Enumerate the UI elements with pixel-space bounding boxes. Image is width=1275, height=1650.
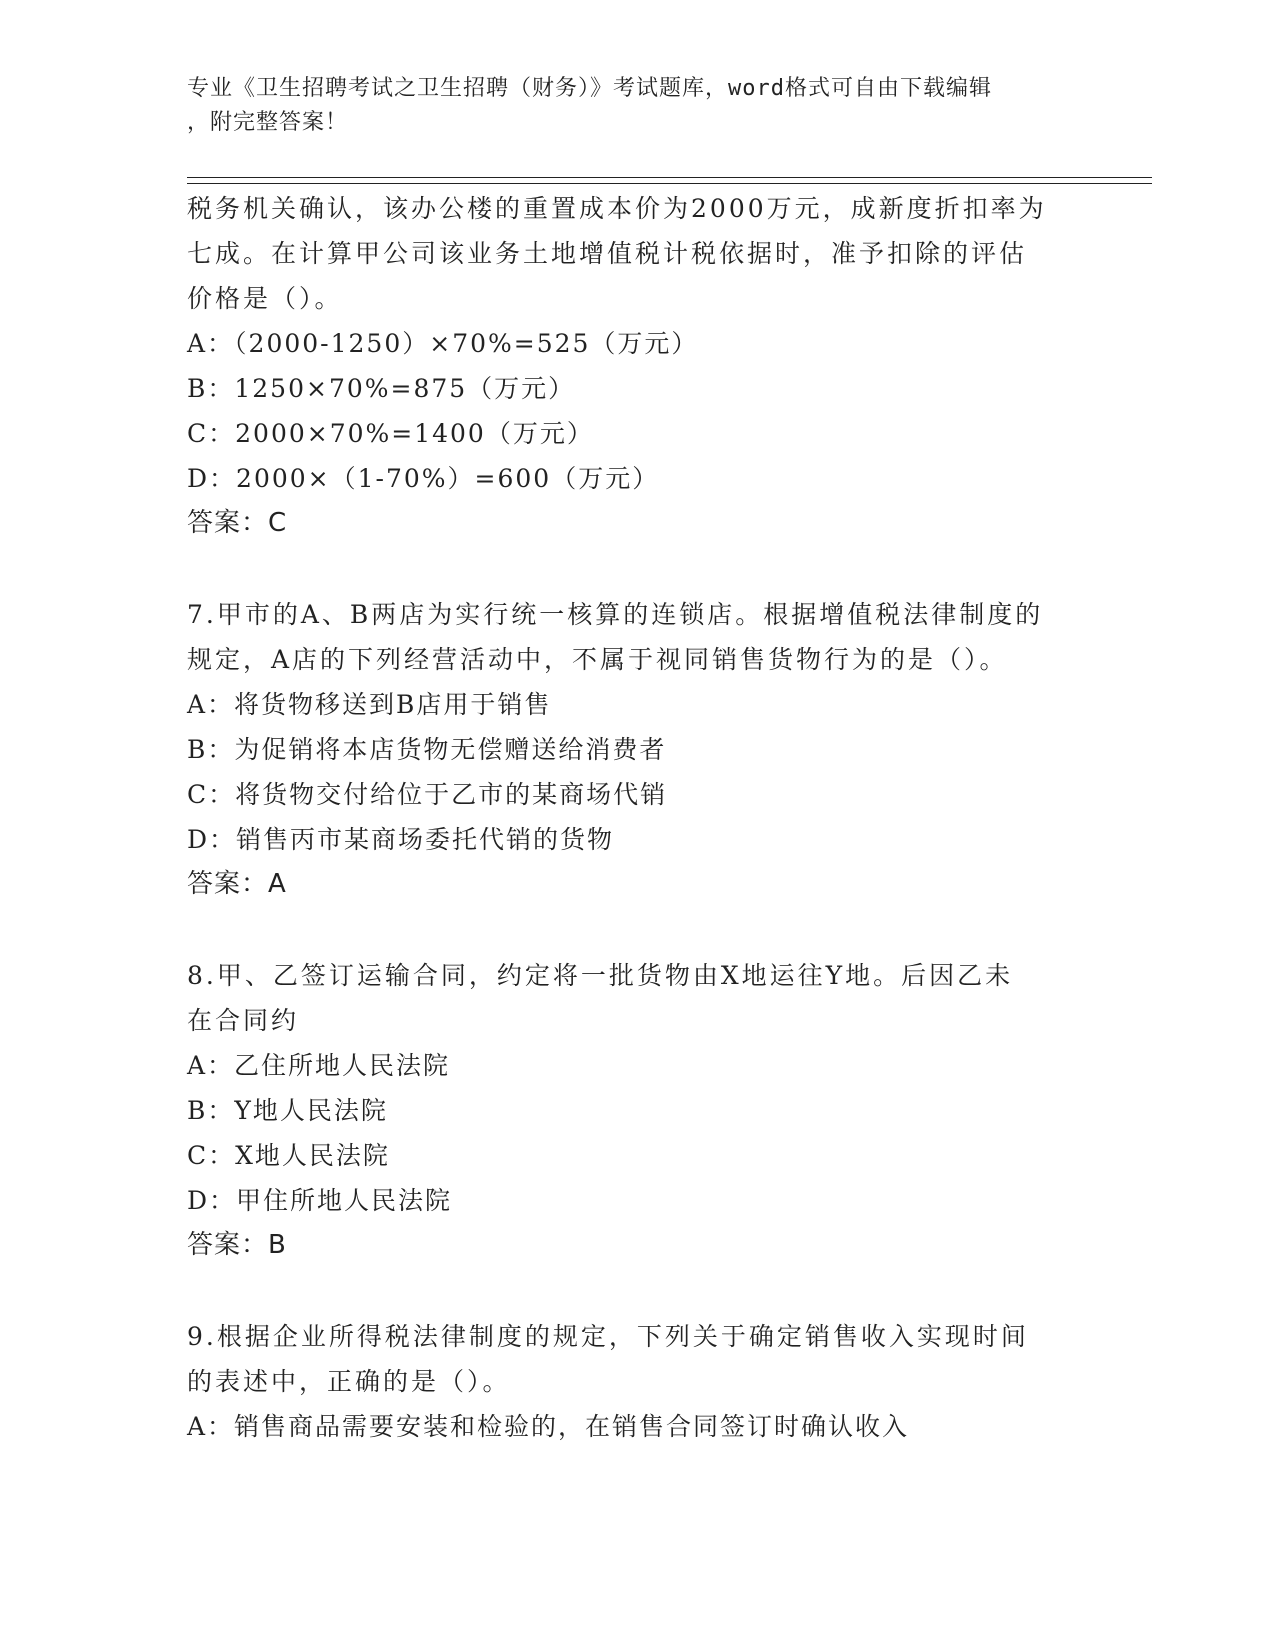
answer: 答案：A [187,869,287,899]
question-list [187,186,1087,1449]
question-stem-line: 的表述中，正确的是（）。 [187,1367,511,1396]
option-d: D：销售丙市某商场委托代销的货物 [187,825,615,854]
question-8 [187,953,1087,1268]
header-divider-bottom [187,183,1152,184]
option-b: B：Y地人民法院 [187,1096,388,1125]
header-divider-top [187,177,1152,178]
option-a: A：（2000-1250）×70%=525（万元） [187,329,699,358]
header-line-2: ，附完整答案！ [187,110,349,135]
question-stem-line: 价格是（）。 [187,284,343,313]
option-b: B：1250×70%=875（万元） [187,374,576,403]
question-stem-line: 7.甲市的A、B两店为实行统一核算的连锁店。根据增值税法律制度的 [187,600,1044,629]
option-a: A：乙住所地人民法院 [187,1051,451,1080]
answer: 答案：B [187,1230,287,1260]
option-d: D：2000×（1-70%）=600（万元） [187,464,660,493]
option-c: C：2000×70%=1400（万元） [187,419,594,448]
question-7 [187,592,1087,907]
question-6 [187,186,1087,546]
option-c: C：将货物交付给位于乙市的某商场代销 [187,780,668,809]
header-line-1: 专业《卫生招聘考试之卫生招聘（财务）》考试题库，word格式可自由下载编辑 [187,76,992,101]
option-a: A：将货物移送到B店用于销售 [187,690,552,719]
option-a: A：销售商品需要安装和检验的，在销售合同签订时确认收入 [187,1412,910,1441]
question-stem-line: 在合同约 [187,1006,300,1035]
question-stem-line: 9.根据企业所得税法律制度的规定，下列关于确定销售收入实现时间 [187,1322,1029,1351]
question-9 [187,1314,1087,1449]
question-stem-line: 规定，A店的下列经营活动中，不属于视同销售货物行为的是（）。 [187,645,1008,674]
option-c: C：X地人民法院 [187,1141,390,1170]
answer: 答案：C [187,508,288,538]
option-b: B：为促销将本店货物无偿赠送给消费者 [187,735,667,764]
option-d: D：甲住所地人民法院 [187,1186,453,1215]
question-stem-line: 8.甲、乙签订运输合同，约定将一批货物由X地运往Y地。后因乙未 [187,961,1014,990]
question-stem-line: 税务机关确认，该办公楼的重置成本价为2000万元，成新度折扣率为 [187,194,1047,223]
question-stem-line: 七成。在计算甲公司该业务土地增值税计税依据时，准予扣除的评估 [187,239,1028,268]
page-header [187,72,1087,140]
